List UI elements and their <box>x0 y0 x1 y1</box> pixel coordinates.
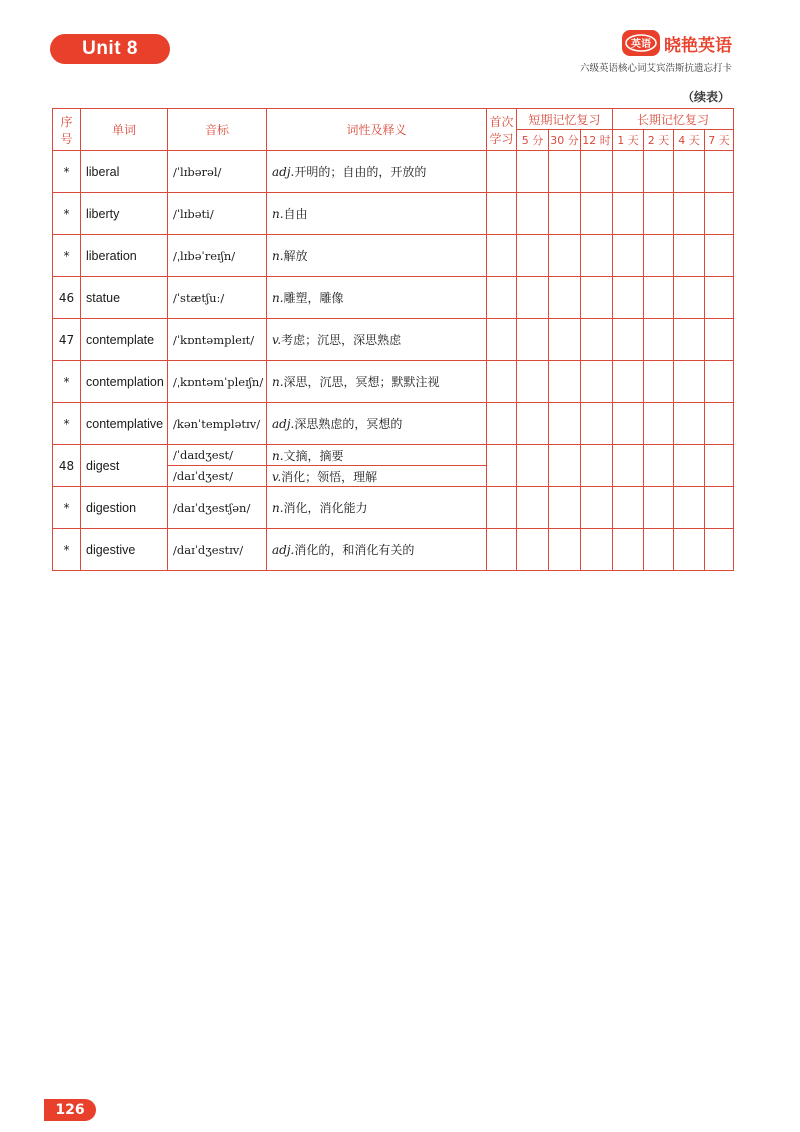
check-cell[interactable] <box>613 529 644 571</box>
check-cell[interactable] <box>644 151 674 193</box>
row-word: liberal <box>81 151 168 193</box>
check-cell[interactable] <box>674 361 705 403</box>
row-pron: /ˈdaɪdʒest/ <box>168 445 267 466</box>
row-word: contemplate <box>81 319 168 361</box>
table-row <box>53 445 734 466</box>
row-pron: /ˈlɪbərəl/ <box>168 151 267 193</box>
check-cell[interactable] <box>549 277 581 319</box>
row-pron: /ˌkɒntəmˈpleɪʃn/ <box>168 361 267 403</box>
check-cell[interactable] <box>674 193 705 235</box>
check-cell[interactable] <box>674 151 705 193</box>
row-def: n.解放 <box>267 235 487 277</box>
check-cell[interactable] <box>644 445 674 487</box>
check-cell[interactable] <box>581 319 613 361</box>
unit-badge: Unit 8 <box>50 34 170 64</box>
check-cell[interactable] <box>581 361 613 403</box>
check-cell[interactable] <box>674 487 705 529</box>
check-cell[interactable] <box>705 235 734 277</box>
check-cell[interactable] <box>705 445 734 487</box>
check-cell[interactable] <box>705 277 734 319</box>
check-cell[interactable] <box>644 361 674 403</box>
row-no: * <box>53 403 81 445</box>
check-cell[interactable] <box>613 277 644 319</box>
row-word: liberation <box>81 235 168 277</box>
row-no: * <box>53 193 81 235</box>
header-first-study: 首次 学习 <box>487 109 517 151</box>
check-cell[interactable] <box>517 193 549 235</box>
check-cell[interactable] <box>487 319 517 361</box>
check-cell[interactable] <box>674 277 705 319</box>
check-cell[interactable] <box>549 235 581 277</box>
header-5min: 5 分 <box>517 130 549 151</box>
check-cell[interactable] <box>644 529 674 571</box>
header-30min: 30 分 <box>549 130 581 151</box>
check-cell[interactable] <box>487 235 517 277</box>
check-cell[interactable] <box>674 403 705 445</box>
row-pron: /daɪˈdʒestɪv/ <box>168 529 267 571</box>
check-cell[interactable] <box>487 193 517 235</box>
table-row <box>53 151 734 193</box>
check-cell[interactable] <box>517 487 549 529</box>
row-def: n.消化，消化能力 <box>267 487 487 529</box>
check-cell[interactable] <box>549 487 581 529</box>
check-cell[interactable] <box>517 403 549 445</box>
check-cell[interactable] <box>549 445 581 487</box>
row-def: adj.深思熟虑的，冥想的 <box>267 403 487 445</box>
check-cell[interactable] <box>517 151 549 193</box>
check-cell[interactable] <box>581 235 613 277</box>
brand-logo <box>622 30 660 56</box>
check-cell[interactable] <box>674 445 705 487</box>
check-cell[interactable] <box>674 235 705 277</box>
row-def: n.文摘，摘要 <box>267 445 487 466</box>
row-word: digestive <box>81 529 168 571</box>
check-cell[interactable] <box>549 319 581 361</box>
brand-logo-icon <box>624 33 658 53</box>
brand <box>622 30 732 56</box>
continued-label: （续表） <box>681 90 730 104</box>
check-cell[interactable] <box>487 403 517 445</box>
row-word: contemplation <box>81 361 168 403</box>
row-def: n.雕塑，雕像 <box>267 277 487 319</box>
vocab-table <box>52 108 734 571</box>
check-cell[interactable] <box>674 319 705 361</box>
row-no: 48 <box>53 445 81 487</box>
header-no: 序 号 <box>53 109 81 151</box>
row-no: * <box>53 529 81 571</box>
check-cell[interactable] <box>613 403 644 445</box>
check-cell[interactable] <box>705 193 734 235</box>
brand-logo-text: 英语 <box>631 39 651 50</box>
check-cell[interactable] <box>581 487 613 529</box>
header-short-term: 短期记忆复习 <box>517 109 613 130</box>
table-row <box>53 193 734 235</box>
check-cell[interactable] <box>487 361 517 403</box>
check-cell[interactable] <box>581 445 613 487</box>
check-cell[interactable] <box>549 529 581 571</box>
check-cell[interactable] <box>549 403 581 445</box>
check-cell[interactable] <box>613 445 644 487</box>
row-pron: /ˈkɒntəmpleɪt/ <box>168 319 267 361</box>
check-cell[interactable] <box>487 487 517 529</box>
row-word: liberty <box>81 193 168 235</box>
table-row <box>53 529 734 571</box>
row-no: 46 <box>53 277 81 319</box>
check-cell[interactable] <box>487 529 517 571</box>
check-cell[interactable] <box>613 193 644 235</box>
row-word: digestion <box>81 487 168 529</box>
check-cell[interactable] <box>487 277 517 319</box>
check-cell[interactable] <box>581 277 613 319</box>
check-cell[interactable] <box>613 235 644 277</box>
check-cell[interactable] <box>705 403 734 445</box>
header-12h: 12 时 <box>581 130 613 151</box>
row-word: statue <box>81 277 168 319</box>
check-cell[interactable] <box>644 487 674 529</box>
header-def: 词性及释义 <box>267 109 487 151</box>
check-cell[interactable] <box>613 487 644 529</box>
row-def: v.消化；领悟，理解 <box>267 466 487 487</box>
check-cell[interactable] <box>487 151 517 193</box>
row-pron: /ˈlɪbəti/ <box>168 193 267 235</box>
row-no: * <box>53 487 81 529</box>
check-cell[interactable] <box>613 151 644 193</box>
check-cell[interactable] <box>549 193 581 235</box>
check-cell[interactable] <box>517 277 549 319</box>
check-cell[interactable] <box>644 277 674 319</box>
row-word: digest <box>81 445 168 487</box>
check-cell[interactable] <box>613 361 644 403</box>
row-def: adj.消化的，和消化有关的 <box>267 529 487 571</box>
check-cell[interactable] <box>581 193 613 235</box>
check-cell[interactable] <box>644 403 674 445</box>
check-cell[interactable] <box>705 529 734 571</box>
table-row <box>53 319 734 361</box>
row-pron: /ˈstætʃuː/ <box>168 277 267 319</box>
header-long-term: 长期记忆复习 <box>613 109 734 130</box>
check-cell[interactable] <box>517 319 549 361</box>
brand-tagline: 六级英语核心词艾宾浩斯抗遗忘打卡 <box>579 63 732 74</box>
row-no: * <box>53 235 81 277</box>
check-cell[interactable] <box>549 361 581 403</box>
check-cell[interactable] <box>705 361 734 403</box>
row-pron: /ˌlɪbəˈreɪʃn/ <box>168 235 267 277</box>
check-cell[interactable] <box>517 529 549 571</box>
row-def: n.深思，沉思，冥想；默默注视 <box>267 361 487 403</box>
check-cell[interactable] <box>674 529 705 571</box>
header-4day: 4 天 <box>674 130 705 151</box>
check-cell[interactable] <box>549 151 581 193</box>
check-cell[interactable] <box>581 151 613 193</box>
table-row <box>53 487 734 529</box>
check-cell[interactable] <box>705 151 734 193</box>
header-word: 单词 <box>81 109 168 151</box>
brand-name: 晓艳英语 <box>664 35 732 56</box>
row-pron: /daɪˈdʒest/ <box>168 466 267 487</box>
row-def: adj.开明的；自由的，开放的 <box>267 151 487 193</box>
header-pron: 音标 <box>168 109 267 151</box>
header-row-1 <box>53 109 734 130</box>
check-cell[interactable] <box>705 319 734 361</box>
check-cell[interactable] <box>517 235 549 277</box>
header-2day: 2 天 <box>644 130 674 151</box>
row-no: * <box>53 361 81 403</box>
check-cell[interactable] <box>644 319 674 361</box>
table-row <box>53 403 734 445</box>
table-row <box>53 277 734 319</box>
check-cell[interactable] <box>581 529 613 571</box>
check-cell[interactable] <box>705 487 734 529</box>
check-cell[interactable] <box>581 403 613 445</box>
row-pron: /kənˈtemplətɪv/ <box>168 403 267 445</box>
check-cell[interactable] <box>517 361 549 403</box>
row-no: * <box>53 151 81 193</box>
row-pron: /daɪˈdʒestʃən/ <box>168 487 267 529</box>
table-row <box>53 361 734 403</box>
row-def: v.考虑；沉思，深思熟虑 <box>267 319 487 361</box>
row-def: n.自由 <box>267 193 487 235</box>
check-cell[interactable] <box>644 193 674 235</box>
check-cell[interactable] <box>644 235 674 277</box>
check-cell[interactable] <box>517 445 549 487</box>
row-word: contemplative <box>81 403 168 445</box>
row-no: 47 <box>53 319 81 361</box>
header-1day: 1 天 <box>613 130 644 151</box>
check-cell[interactable] <box>613 319 644 361</box>
header-7day: 7 天 <box>705 130 734 151</box>
page-number: 126 <box>44 1099 96 1121</box>
check-cell[interactable] <box>487 445 517 487</box>
table-row <box>53 235 734 277</box>
